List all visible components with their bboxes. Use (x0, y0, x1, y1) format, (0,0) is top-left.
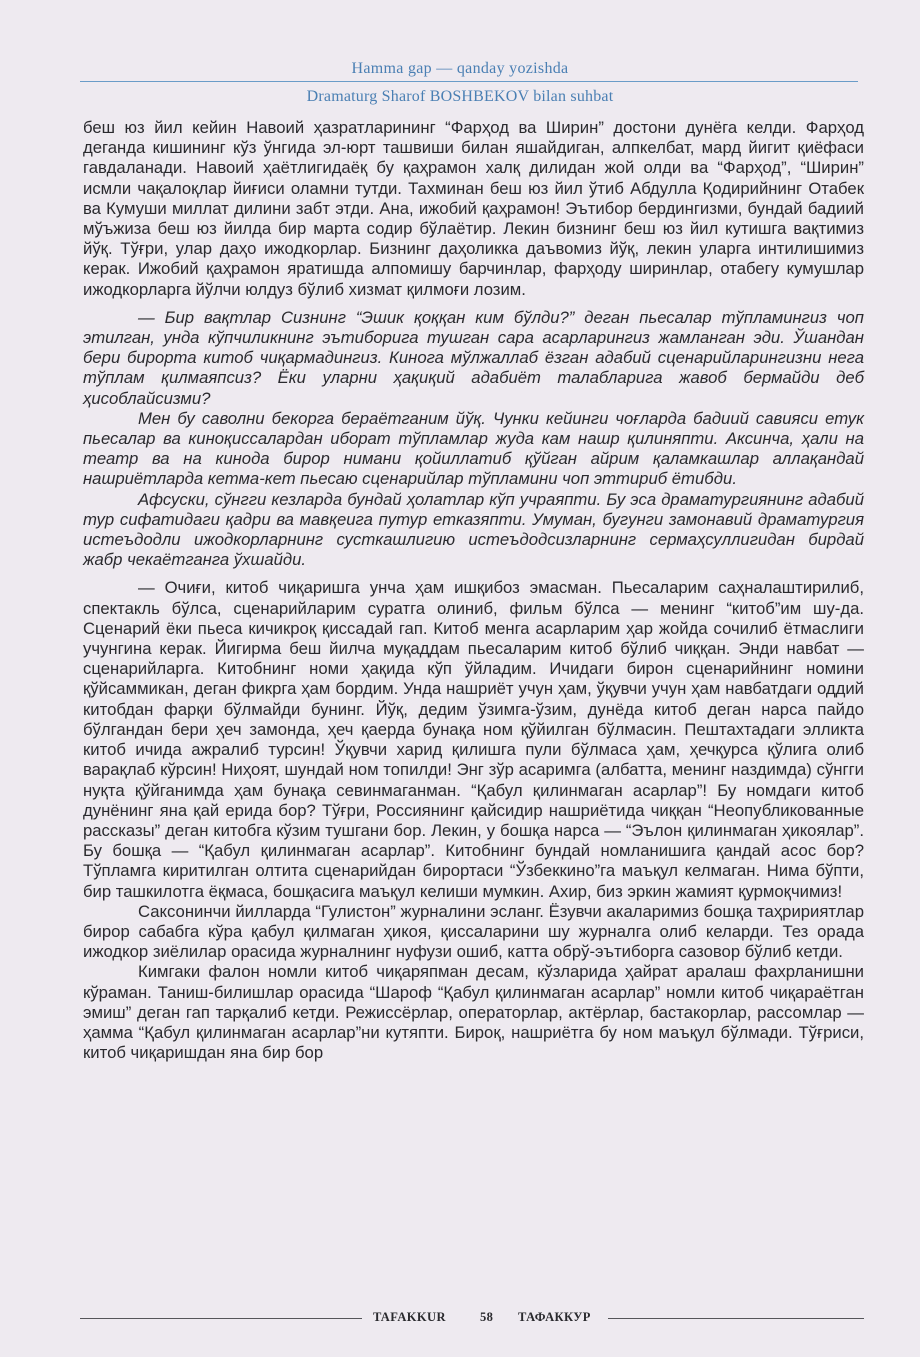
header-rule (80, 81, 858, 82)
footer-magazine-latin: TAFAKKUR (373, 1310, 446, 1324)
question-paragraph-1: — Бир вақтлар Сизнинг “Эшик қоққан ким бўлди?” деган пьесалар тўпламингиз чоп этилган, унда кўпчиликнинг эътиборига тушган сара асарларингиз жамланган эди. Ўшандан бери бирорта китоб чиқармадингиз. Кинога мўлжаллаб ёзган адабий сценарийларингизни нега тўплам қилмаяпсиз? Ёки уларни ҳақиқий адабиёт талабларига жавоб бермайди деб ҳисоблайсизми? (83, 307, 864, 408)
answer-paragraph-3: Кимгаки фалон номли китоб чиқаряпман десам, кўзларида ҳайрат аралаш фахрланишни кўраман. Таниш-билишлар орасида “Шароф “Қабул қилинмаган асарлар” номли китоб чиқараётган эмиш” деган гап тарқалиб кетди. Режиссёрлар, операторлар, актёрлар, бастакорлар, рассомлар — ҳамма “Қабул қилинмаган асарлар”ни кутяпти. Бироқ, нашриётга бу ном маъқул бўлмади. Тўғриси, китоб чиқаришдан яна бир бор (83, 962, 864, 1063)
footer-rule-right (608, 1318, 864, 1319)
question-paragraph-2: Мен бу саволни бекорга бераётганим йўқ. Чунки кейинги чоғларда бадиий савияси етук пьесалар ва киноқиссалардан иборат тўпламлар жуда кам нашр қилиняпти. Аксинча, ҳали на театр ва на кинода бирор нимани қойиллатиб қўйган айрим қаламкашлар аллақандай нашриётларда кетма-кет пьесаю сценарийлар тўпламини чоп эттириб ётибди. (83, 408, 864, 489)
article-body (83, 118, 864, 1063)
answer-paragraph-1: — Очиғи, китоб чиқаришга унча ҳам ишқибоз эмасман. Пьесаларим саҳналаштирилиб, спектакль бўлса, сценарийларим суратга олиниб, фильм бўлса — менинг “китоб”им шу-да. Сценарий ёки пьеса кичикроқ қиссадай гап. Китоб менга асарларим ҳар жойда сочилиб ётмаслиги учунгина керак. Йигирма беш йилча муқаддам пьесаларим китоб бўлиб чиққан. Энди навбат — сценарийларга. Китобнинг номи ҳақида кўп ўйладим. Ичидаги бирон сценарийнинг номини қўйсаммикан, деган фикрга ҳам бордим. Унда нашриёт учун ҳам, ўқувчи учун ҳам навбатдаги оддий китобдан фарқи бўлмайди бунинг. Йўқ, дедим ўзимга-ўзим, дунёда китоб деган нарса пайдо бўлгандан бери ҳеч замонда, ҳеч қаерда бунақа ном қўйилган бўлмасин. Пештахтадаги элликта китоб ичида ажралиб турсин! Ўқувчи харид қилишга пули бўлмаса ҳам, ҳечқурса қўлига олиб варақлаб кўрсин! Ниҳоят, шундай ном топилди! Энг зўр асаримга (албатта, менинг наздимда) сўнгги нуқта қўйганимда ҳам бунақа севинмаганман. “Қабул қилинмаган асарлар”! Бу номдаги китоб дунёнинг яна қай ерида бор? Тўғри, Россиянинг қайсидир нашриётида чиққан “Неопубликованные рассказы” деган китобга кўзим тушгани бор. Лекин, у бошқа нарса — “Эълон қилинмаган ҳикоялар”. Бу бошқа — “Қабул қилинмаган асарлар”. Китобнинг бундай номланишига қандай асос бор? Тўпламга киритилган олтита сценарийдан бирортаси “Ўзбеккино”га маъқул келмаган. Нима бўпти, бир ташкилотга ёқмаса, бошқасига маъқул келиши мумкин. Ахир, биз эркин жамият қурмоқчимиз! (83, 578, 864, 901)
running-header (0, 58, 920, 108)
footer-rule-left (80, 1318, 362, 1319)
paragraph-1: беш юз йил кейин Навоий ҳазратларининг “Фарҳод ва Ширин” достони дунёга келди. Фарҳод деганда кишининг кўз ўнгида эл-юрт ташвиши билан яшайдиган, алпкелбат, мард йигит қиёфаси гавдаланади. Навоий ҳаётлигидаёқ бу қаҳрамон халқ дилидан жой олди ва “Фарҳод”, “Ширин” исмли чақалоқлар йиғиси оламни тутди. Тахминан беш юз йил ўтиб Абдулла Қодирийнинг Отабек ва Кумуши миллат дилини забт этди. Ана, ижобий қаҳрамон! Эътибор бердингизми, бундай бадиий мўъжиза беш юз йилда бир марта содир бўлаётир. Лекин бизнинг беш юз йил кутишга вақтимиз йўқ. Тўғри, улар даҳо ижодкорлар. Бизнинг даҳоликка даъвомиз йўқ, лекин уларга интилишимиз керак. Ижобий қаҳрамон яратишда алпомишу барчинлар, фарҳоду ширинлар, отабегу кумушлар ижодкорларга йўлчи юлдуз бўлиб хизмат қилмоғи лозим. (83, 118, 864, 299)
page-number: 58 (480, 1310, 494, 1324)
header-subtitle: Dramaturg Sharof BOSHBEKOV bilan suhbat (306, 88, 614, 105)
question-paragraph-3: Афсуски, сўнгги кезларда бундай ҳолатлар кўп учраяпти. Бу эса драматургиянинг адабий тур сифатидаги қадри ва мавқеига путур етказяпти. Умуман, бугунги замонавий драматургия истеъдодли ижодкорларнинг сусткашлигию истеъдодсизларнинг сермаҳсуллигидан бирдай жабр чекаётганга ўхшайди. (83, 489, 864, 570)
page-footer (0, 1307, 920, 1327)
answer-paragraph-2: Саксонинчи йилларда “Гулистон” журналини эсланг. Ёзувчи акаларимиз бошқа таҳририятлар бирор сабабга кўра қабул қилмаган ҳикоя, қиссаларини шу журналга олиб келарди. Тез орада ижодкор зиёлилар орасида журналнинг нуфузи ошиб, катта обрў-эътиборга сазовор бўлиб кетди. (83, 901, 864, 962)
header-title: Hamma gap — qanday yozishda (351, 60, 569, 77)
footer-magazine-cyrillic: ТАФАККУР (518, 1310, 591, 1324)
